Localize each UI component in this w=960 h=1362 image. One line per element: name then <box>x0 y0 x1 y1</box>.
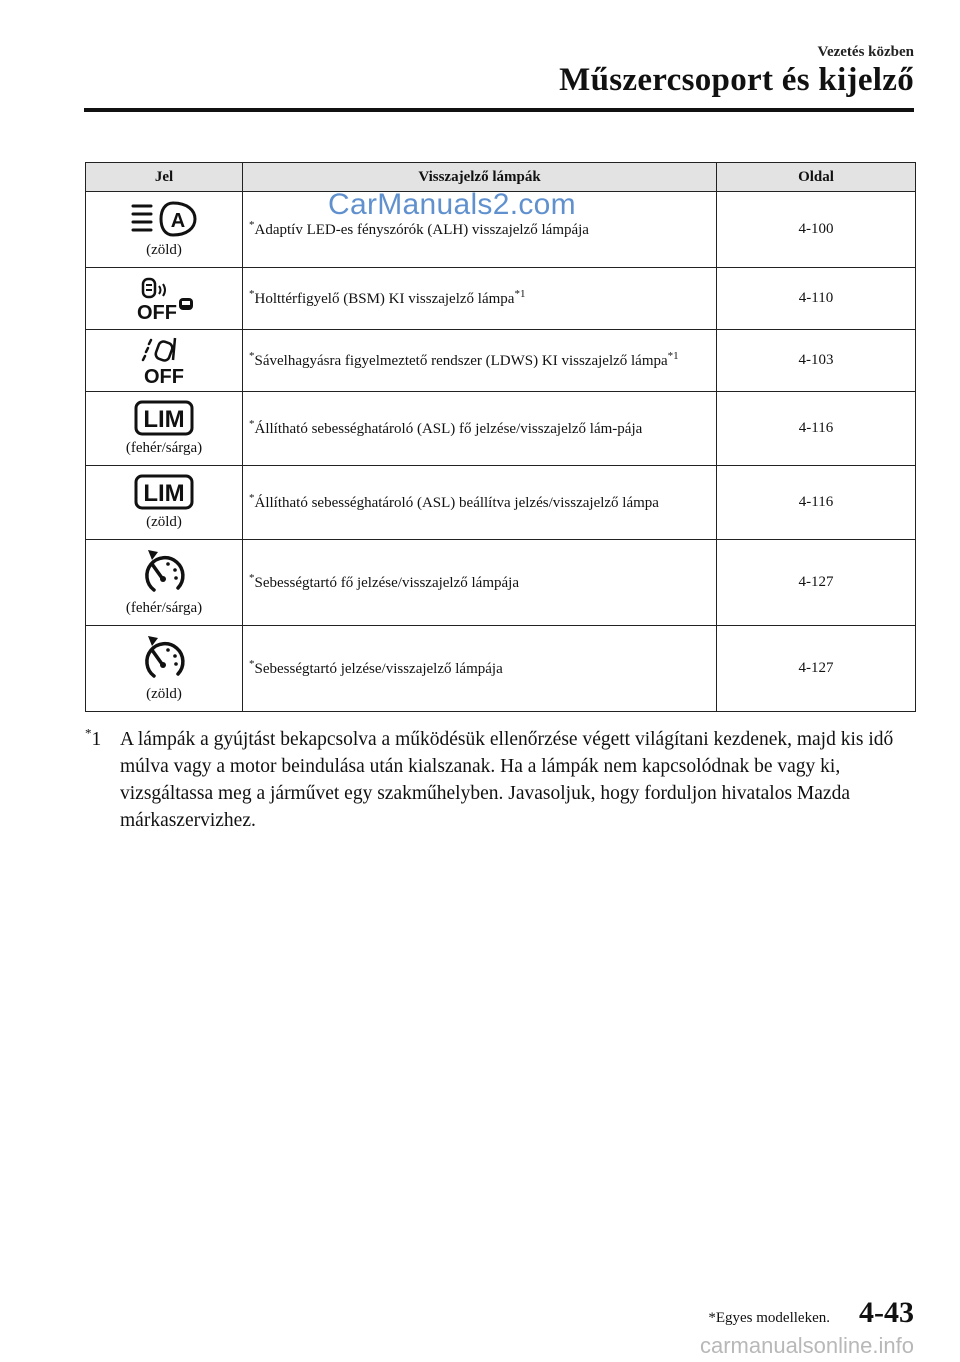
footnote-marker: *1 <box>85 725 102 750</box>
svg-text:OFF: OFF <box>144 365 184 386</box>
page-ref: 4-127 <box>717 540 916 626</box>
page-ref: 4-116 <box>717 392 916 466</box>
svg-text:OFF: OFF <box>137 301 177 322</box>
symbol-cell <box>86 268 243 330</box>
models-note: *Egyes modelleken. <box>708 1310 830 1326</box>
header-rule <box>84 108 914 112</box>
page-ref: 4-116 <box>717 466 916 540</box>
table-row <box>86 268 916 330</box>
page-ref: 4-103 <box>717 330 916 392</box>
page-number: 4-43 <box>859 1296 914 1329</box>
watermark: CarManuals2.com <box>328 188 576 221</box>
ldws-off-icon <box>139 336 189 386</box>
indicator-table <box>85 162 916 712</box>
lamp-description: *Sávelhagyásra figyelmeztető rendszer (LDWS) KI visszajelző lámpa$^{*1}$ <box>243 330 717 392</box>
color-label: (zöld) <box>146 514 182 530</box>
page-ref: 4-100 <box>717 192 916 268</box>
symbol-cell <box>86 392 243 466</box>
page-ref: 4-110 <box>717 268 916 330</box>
col-header-symbol: Jel <box>86 163 243 192</box>
symbol-cell <box>86 466 243 540</box>
table-row <box>86 540 916 626</box>
symbol-cell <box>86 626 243 712</box>
section-label: Vezetés közben <box>817 44 914 60</box>
footnote <box>85 726 915 834</box>
table-row <box>86 330 916 392</box>
page-title: Műszercsoport és kijelző <box>559 62 914 98</box>
svg-text:LIM: LIM <box>143 406 185 433</box>
table-row <box>86 626 916 712</box>
lamp-description: *Állítható sebességhatároló (ASL) beállítva jelzés/visszajelző lámpa <box>243 466 717 540</box>
svg-text:LIM: LIM <box>143 480 185 507</box>
col-header-page: Oldal <box>717 163 916 192</box>
footnote-text: A lámpák a gyújtást bekapcsolva a működésük ellenőrzése végett világítani kezdenek, majd kis idő múlva vagy a motor beindulása után kialszanak. Ha a lámpák nem kapcsolódnak be vagy ki, vizsgáltassa meg a járművet egy szakműhelyben. Javasoljuk, hogy forduljon hivatalos Mazda márkaszervizhez. <box>120 729 894 831</box>
lamp-description: *Adaptív LED-es fényszórók (ALH) visszajelző lámpája <box>243 192 717 268</box>
cruise-control-icon <box>140 548 188 596</box>
lamp-description: *Állítható sebességhatároló (ASL) fő jelzése/visszajelző lám-pája <box>243 392 717 466</box>
color-label: (fehér/sárga) <box>125 600 203 616</box>
cruise-control-icon <box>140 634 188 682</box>
color-label: (fehér/sárga) <box>125 440 203 456</box>
bsm-off-icon <box>129 276 199 322</box>
symbol-cell <box>86 540 243 626</box>
svg-text:A: A <box>170 210 186 232</box>
color-label: (zöld) <box>146 242 182 258</box>
lamp-description: *Sebességtartó fő jelzése/visszajelző lámpája <box>243 540 717 626</box>
table-row <box>86 392 916 466</box>
color-label: (zöld) <box>146 686 182 702</box>
table-row <box>86 466 916 540</box>
page-ref: 4-127 <box>717 626 916 712</box>
lim-icon <box>134 474 194 510</box>
lim-icon <box>134 400 194 436</box>
lamp-description: *Sebességtartó jelzése/visszajelző lámpája <box>243 626 717 712</box>
symbol-cell <box>86 192 243 268</box>
symbol-cell <box>86 330 243 392</box>
site-watermark: carmanualsonline.info <box>699 1333 914 1358</box>
lamp-description: *Holttérfigyelő (BSM) KI visszajelző lámpa$^{*1}$ <box>243 268 717 330</box>
col-header-lamps: Visszajelző lámpák <box>243 163 717 192</box>
alh-headlight-icon <box>129 200 199 238</box>
